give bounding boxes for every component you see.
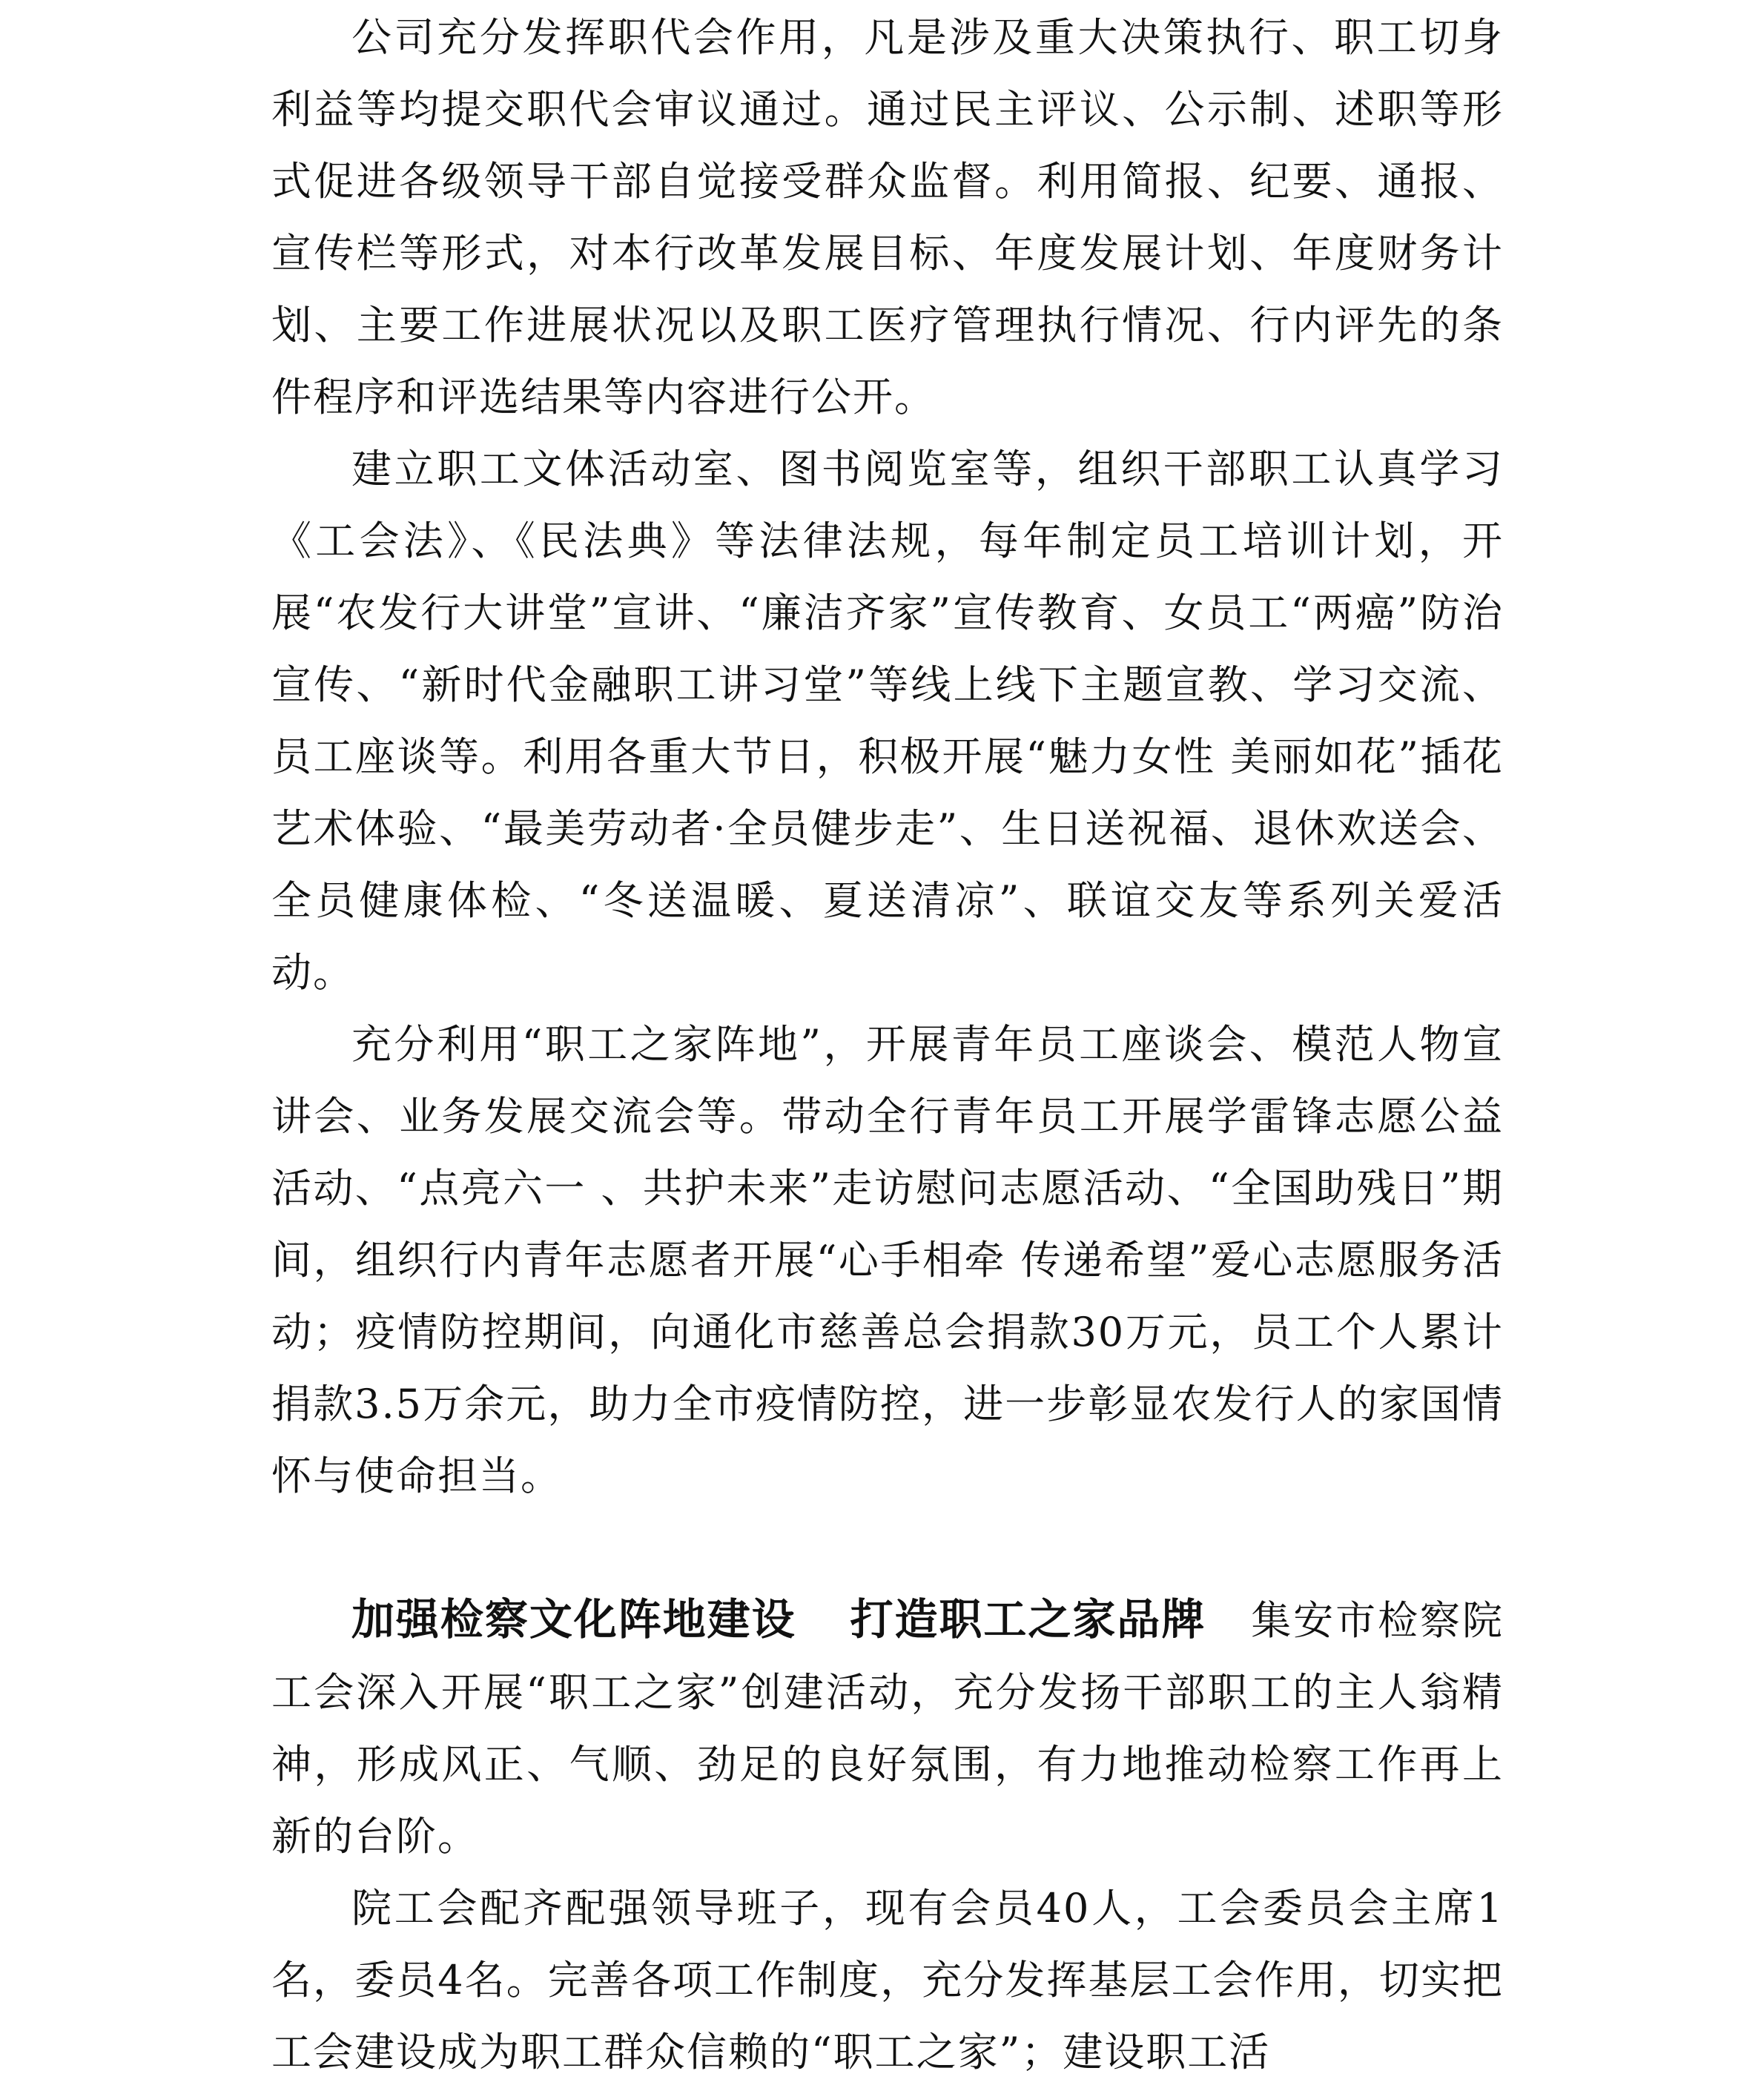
section-heading-part1: 加强检察文化阵地建设: [351, 1594, 796, 1645]
section-lead-text: 集安市检察院工会深入开展“职工之家”创建活动，充分发扬干部职工的主人翁精神，形成风正、气顺、劲足的良好氛围，有力地推动检察工作再上新的台阶。: [271, 1597, 1504, 1860]
document-page: [271, 0, 1504, 2088]
paragraph-union-leadership: 院工会配齐配强领导班子，现有会员40人，工会委员会主席1名，委员4名。完善各项工作制度，充分发挥基层工会作用，切实把工会建设成为职工群众信赖的“职工之家”；建设职工活: [271, 1885, 1504, 2075]
section-heading-part2: 打造职工之家品牌: [849, 1594, 1206, 1645]
paragraph-cultural-activities: 建立职工文体活动室、图书阅览室等，组织干部职工认真学习《工会法》、《民法典》等法律法规，每年制定员工培训计划，开展“农发行大讲堂”宣讲、“廉洁齐家”宣传教育、女员工“两癌”防治宣传、“新时代金融职工讲习堂”等线上线下主题宣教、学习交流、员工座谈等。利用各重大节日，积极开展“魅力女性 美丽如花”插花艺术体验、“最美劳动者·全员健步走”、生日送祝福、退休欢送会、全员健康体检、“冬送温暖、夏送清凉”、联谊交友等系列关爱活动。: [271, 446, 1504, 996]
paragraph-youth-volunteers: 充分利用“职工之家阵地”，开展青年员工座谈会、模范人物宣讲会、业务发展交流会等。带动全行青年员工开展学雷锋志愿公益活动、“点亮六一 、共护未来”走访慰问志愿活动、“全国助残日”期间，组织行内青年志愿者开展“心手相牵 传递希望”爱心志愿服务活动；疫情防控期间，向通化市慈善总会捐款30万元，员工个人累计捐款3.5万余元，助力全市疫情防控，进一步彰显农发行人的家国情怀与使命担当。: [271, 1021, 1504, 1499]
paragraph-workers-congress: 公司充分发挥职代会作用，凡是涉及重大决策执行、职工切身利益等均提交职代会审议通过。通过民主评议、公示制、述职等形式促进各级领导干部自觉接受群众监督。利用简报、纪要、通报、宣传栏等形式，对本行改革发展目标、年度发展计划、年度财务计划、主要工作进展状况以及职工医疗管理执行情况、行内评先的条件程序和评选结果等内容进行公开。: [271, 14, 1504, 420]
section-intro-paragraph: [271, 1584, 1504, 1872]
section-heading: [351, 1594, 1206, 1645]
